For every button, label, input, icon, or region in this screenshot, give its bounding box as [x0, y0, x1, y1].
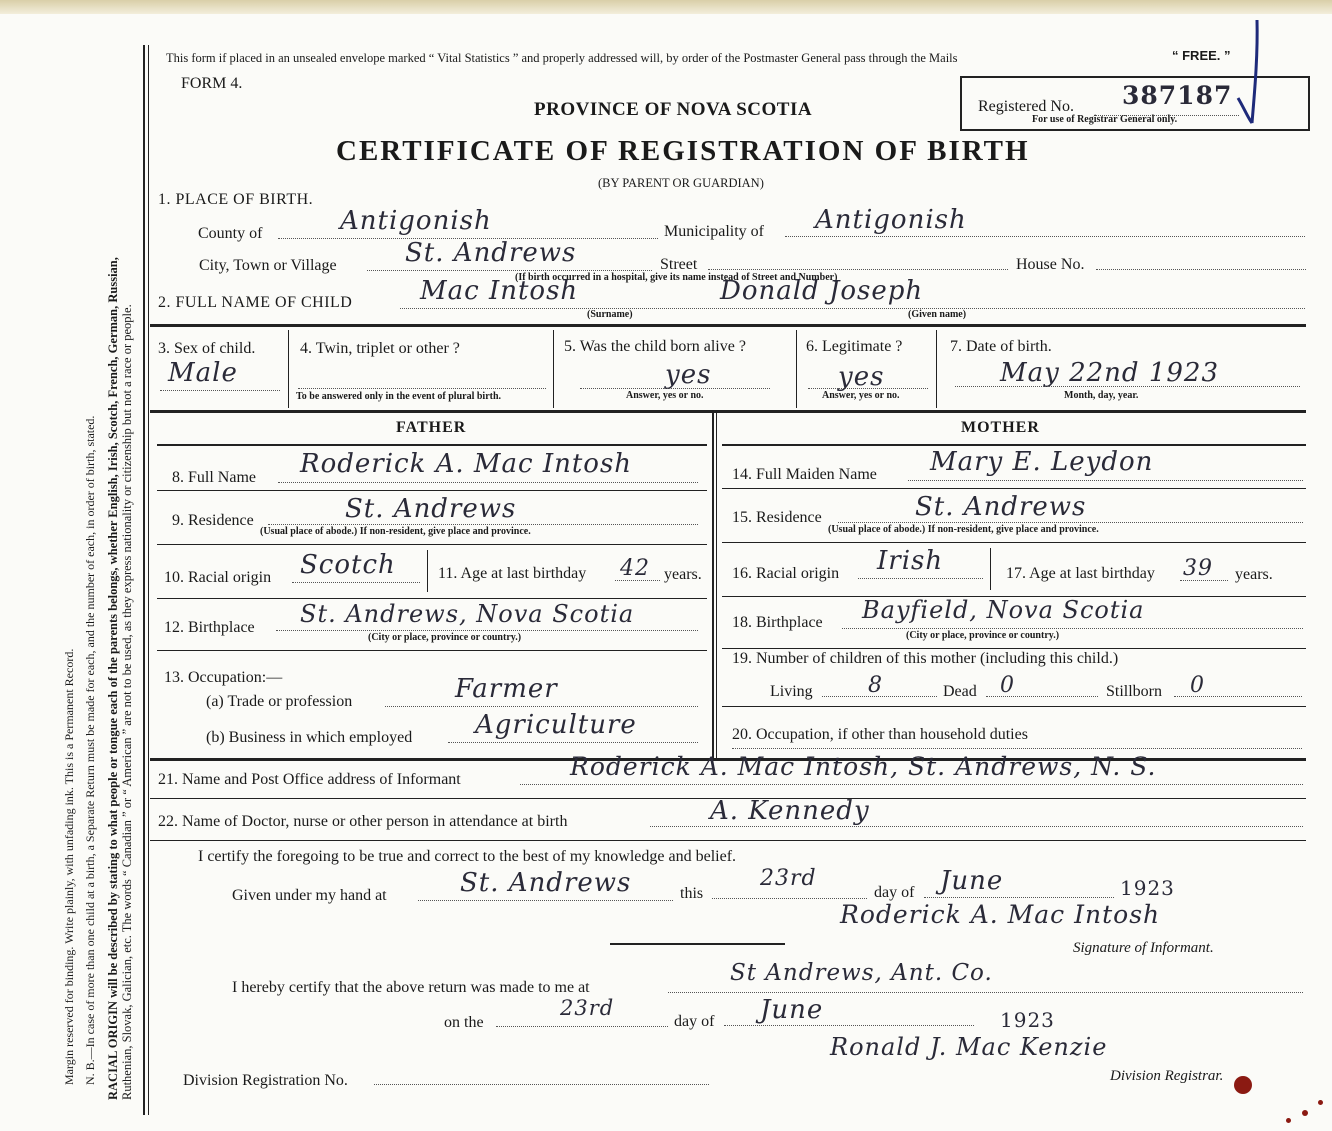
dob-caption: Month, day, year.	[1064, 390, 1139, 401]
mother-dead-label: Dead	[943, 683, 977, 700]
mother-stillborn-value: 0	[1190, 673, 1205, 698]
mother-stillborn-label: Stillborn	[1106, 683, 1163, 700]
mother-heading: MOTHER	[961, 419, 1040, 436]
alive-caption: Answer, yes or no.	[626, 390, 704, 401]
margin-note-binding: Margin reserved for binding. Write plainly, with unfading ink. This is a Permanent Record.	[62, 648, 76, 1085]
paper-top-edge	[0, 0, 1332, 14]
form-number: FORM 4.	[181, 75, 243, 92]
informant-label: 21. Name and Post Office address of Informant	[158, 771, 461, 788]
mother-name-value: Mary E. Leydon	[930, 447, 1154, 477]
father-birthplace-value: St. Andrews, Nova Scotia	[300, 600, 635, 628]
ink-dot	[1302, 1110, 1308, 1116]
mother-living-value: 8	[868, 673, 883, 698]
father-business-label: (b) Business in which employed	[206, 729, 413, 746]
certify-dayof-label: day of	[874, 884, 915, 901]
mother-age-years: years.	[1235, 566, 1273, 583]
surname-caption: (Surname)	[587, 309, 633, 320]
county-label: County of	[198, 225, 263, 242]
father-race-label: 10. Racial origin	[164, 569, 272, 586]
legit-label: 6. Legitimate ?	[806, 338, 903, 355]
father-trade-value: Farmer	[455, 674, 558, 704]
father-name-value: Roderick A. Mac Intosh	[300, 449, 633, 479]
legit-caption: Answer, yes or no.	[822, 390, 900, 401]
mother-residence-label: 15. Residence	[732, 509, 822, 526]
municipality-value: Antigonish	[815, 205, 967, 235]
registered-number: 387187	[1122, 81, 1233, 110]
dob-label: 7. Date of birth.	[950, 338, 1052, 355]
twin-caption: To be answered only in the event of plural birth.	[296, 391, 502, 402]
mother-children-label: 19. Number of children of this mother (including this child.)	[732, 650, 1119, 667]
registrar-note: For use of Registrar General only.	[1032, 114, 1178, 125]
father-trade-label: (a) Trade or profession	[206, 693, 353, 710]
postal-notice: This form if placed in an unsealed envelope marked “ Vital Statistics ” and properly addressed will, by order of the Postmaster General pass through the Mails	[166, 51, 958, 65]
hospital-note: (If birth occurred in a hospital, give its name instead of Street and Number)	[515, 272, 838, 283]
informant-signature: Roderick A. Mac Intosh	[840, 900, 1161, 929]
sex-value: Male	[168, 358, 238, 388]
father-age-label: 11. Age at last birthday	[438, 565, 587, 582]
legit-value: yes	[838, 362, 885, 392]
father-birthplace-caption: (City or place, province or country.)	[368, 632, 522, 643]
return-day-value: 23rd	[560, 996, 615, 1020]
child-given-value: Donald Joseph	[720, 276, 924, 306]
given-place-value: St. Andrews	[460, 868, 632, 898]
division-registrar-caption: Division Registrar.	[1110, 1068, 1224, 1084]
alive-label: 5. Was the child born alive ?	[564, 338, 746, 355]
ink-dot	[1318, 1100, 1323, 1105]
division-registration-label: Division Registration No.	[183, 1072, 348, 1089]
page-title: CERTIFICATE OF REGISTRATION OF BIRTH	[336, 135, 1030, 167]
doctor-value: A. Kennedy	[710, 796, 870, 826]
informant-value: Roderick A. Mac Intosh, St. Andrews, N. S.	[570, 752, 1157, 781]
sex-label: 3. Sex of child.	[158, 340, 256, 357]
county-value: Antigonish	[340, 206, 492, 236]
dob-value: May 22nd 1923	[1000, 358, 1219, 388]
return-month-value: June	[760, 995, 824, 1025]
margin-note-racial-2: Ruthenian, Slovak, Galician, etc. The words “ Canadian ” or “ American ” are not to be used, as they express nationality or citizenship but not a race or people.	[120, 304, 134, 1100]
twin-label: 4. Twin, triplet or other ?	[300, 340, 460, 357]
place-heading: 1. PLACE OF BIRTH.	[158, 191, 314, 208]
father-business-value: Agriculture	[475, 710, 637, 740]
municipality-label: Municipality of	[664, 223, 764, 240]
left-border-inner	[148, 45, 149, 1115]
father-residence-caption: (Usual place of abode.) If non-resident, give place and province.	[260, 526, 531, 537]
separator-line	[610, 943, 785, 945]
father-name-label: 8. Full Name	[172, 469, 256, 486]
alive-value: yes	[665, 360, 712, 390]
given-caption: (Given name)	[908, 309, 967, 320]
certify-day-value: 23rd	[760, 866, 817, 891]
father-age-years: years.	[664, 566, 702, 583]
child-name-label: 2. FULL NAME OF CHILD	[158, 294, 353, 311]
certify-year-value: 1923	[1120, 876, 1175, 900]
rule-parents-top	[150, 410, 1306, 413]
mother-age-label: 17. Age at last birthday	[1006, 565, 1155, 582]
mother-residence-caption: (Usual place of abode.) If non-resident, give place and province.	[828, 524, 1099, 535]
certify-month-value: June	[940, 866, 1004, 896]
margin-note-racial-1: RACIAL ORIGIN will be described by stating to what people or tongue each of the parents belongs, whether English, Irish, Scotch, French, German, Russian,	[106, 257, 120, 1100]
house-label: House No.	[1016, 256, 1085, 273]
this-label: this	[680, 885, 704, 902]
registered-label: Registered No.	[978, 98, 1074, 115]
father-residence-value: St. Andrews	[345, 494, 517, 524]
return-year-value: 1923	[1000, 1008, 1055, 1032]
return-on-label: on the	[444, 1014, 484, 1031]
father-age-value: 42	[620, 556, 650, 581]
page-subtitle: (BY PARENT OR GUARDIAN)	[598, 176, 764, 190]
certify-text: I certify the foregoing to be true and correct to the best of my knowledge and belief.	[198, 848, 737, 865]
father-occupation-label: 13. Occupation:—	[164, 669, 283, 686]
father-heading: FATHER	[396, 419, 467, 436]
pen-check-mark	[1230, 18, 1270, 128]
doctor-label: 22. Name of Doctor, nurse or other person in attendance at birth	[158, 813, 568, 830]
return-text: I hereby certify that the above return was made to me at	[232, 979, 590, 996]
mother-residence-value: St. Andrews	[915, 492, 1087, 522]
street-label: Street	[660, 256, 698, 273]
city-value: St. Andrews	[405, 238, 577, 268]
city-label: City, Town or Village	[199, 257, 337, 274]
mother-race-label: 16. Racial origin	[732, 565, 840, 582]
province-heading: PROVINCE OF NOVA SCOTIA	[534, 99, 813, 120]
mother-birthplace-label: 18. Birthplace	[732, 614, 823, 631]
mother-age-value: 39	[1183, 556, 1213, 581]
postal-free: “ FREE. ”	[1172, 48, 1231, 63]
mother-name-label: 14. Full Maiden Name	[732, 466, 877, 483]
signature-caption: Signature of Informant.	[1073, 940, 1214, 956]
ink-dot	[1286, 1118, 1291, 1123]
child-surname-value: Mac Intosh	[420, 276, 579, 306]
mother-living-label: Living	[770, 683, 813, 700]
return-place-value: St Andrews, Ant. Co.	[730, 960, 993, 986]
father-birthplace-label: 12. Birthplace	[164, 619, 255, 636]
return-dayof-label: day of	[674, 1013, 715, 1030]
father-race-value: Scotch	[300, 550, 396, 580]
ink-stain	[1234, 1076, 1252, 1094]
given-label: Given under my hand at	[232, 887, 387, 904]
margin-note-nb: N. B.—In case of more than one child at a birth, a Separate Return must be made for each, and the number of each, in order of birth, stated.	[83, 415, 97, 1085]
mother-birthplace-value: Bayfield, Nova Scotia	[862, 596, 1145, 624]
mother-occupation-label: 20. Occupation, if other than household duties	[732, 726, 1028, 743]
rule-child-top	[150, 324, 1306, 327]
mother-birthplace-caption: (City or place, province or country.)	[906, 630, 1060, 641]
registrar-signature: Ronald J. Mac Kenzie	[830, 1033, 1108, 1061]
left-border	[143, 45, 145, 1115]
mother-race-value: Irish	[877, 546, 944, 576]
mother-dead-value: 0	[1000, 673, 1015, 698]
father-residence-label: 9. Residence	[172, 512, 254, 529]
